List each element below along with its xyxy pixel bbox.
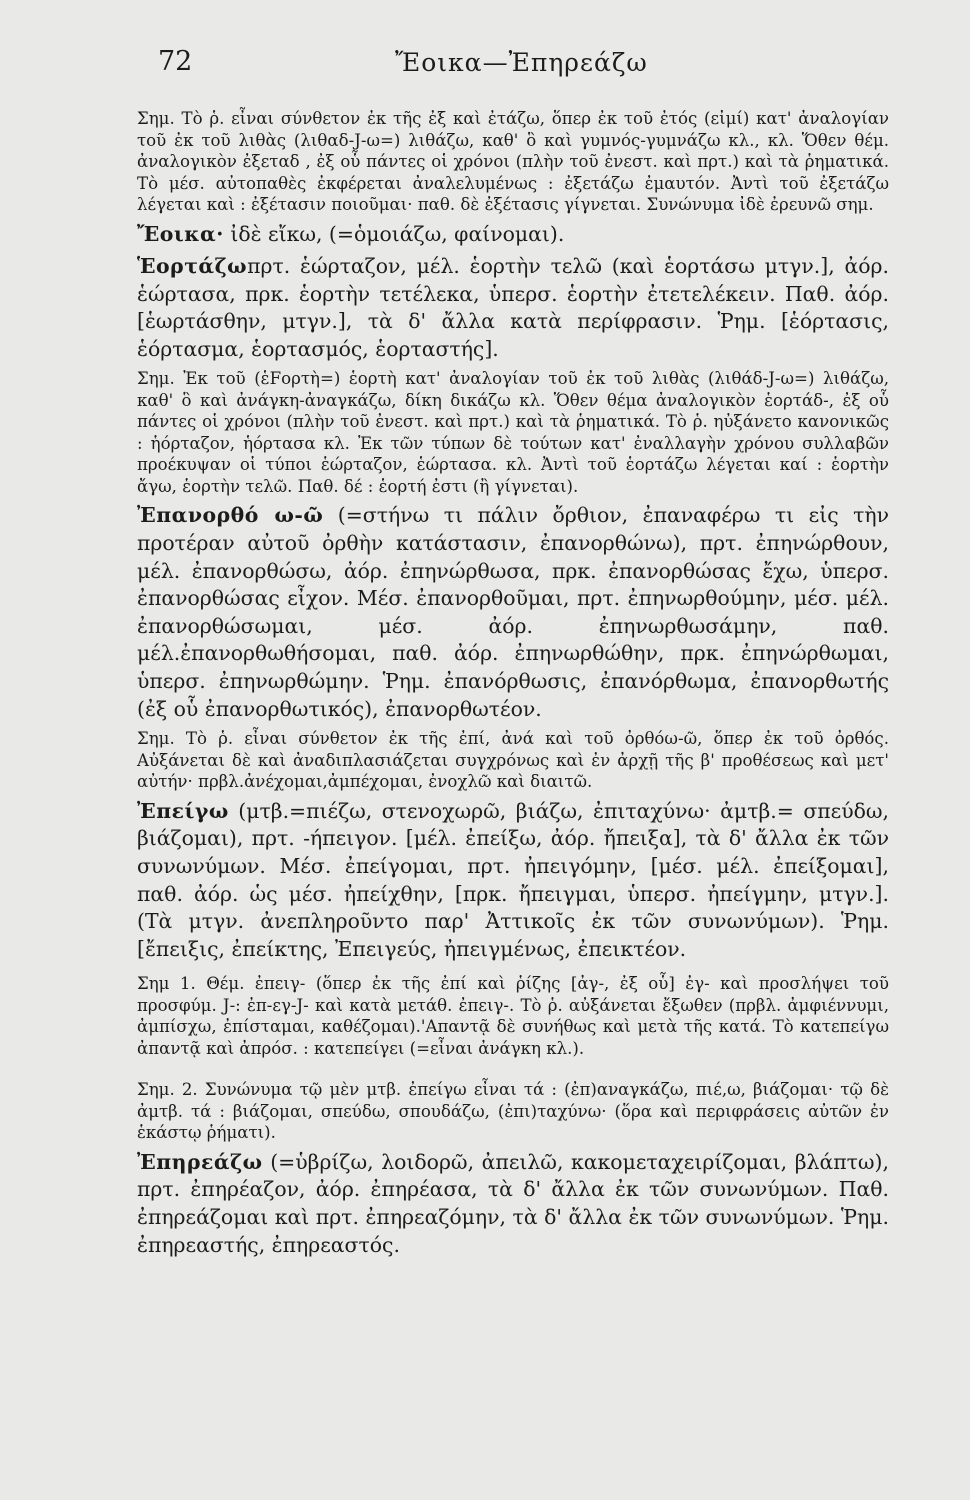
entry-epereazo bbox=[137, 1149, 889, 1259]
entry-text: (μτβ.=πιέζω, στενοχωρῶ, βιάζω, ἐπιταχύνω· ἀμτβ.= σπεύδω, βιάζομαι), πρτ. -ήπειγον. [μέλ. ἐπείξω, ἀόρ. ἤπειξα], τὰ δ' ἄλλα ἐκ τῶν συνωνύμων. Μέσ. ἐπείγομαι, πρτ. ἠπειγόμην, [μέσ. μέλ. ἐπείξομαι], παθ. ἀόρ. ὡς μέσ. ἠπείχθην, [πρκ. ἤπειγμαι, ὑπερσ. ἠπείγμην, μτγν.]. (Τὰ μτγν. ἀνεπληροῦντο παρ' Ἀττικοῖς ἐκ τῶν συνωνύμων). Ῥημ. [ἔπειξις, ἐπείκτης, Ἐπειγεύς, ἠπειγμένως, ἐπεικτέον. bbox=[137, 798, 889, 961]
headword: Ἐπείγω bbox=[137, 798, 229, 823]
running-head: Ἔοικα—Ἐπηρεάζω bbox=[395, 48, 648, 77]
headword: Ἐπηρεάζω bbox=[137, 1149, 263, 1174]
entry-eortazo bbox=[137, 253, 889, 363]
entry-eoika bbox=[137, 221, 889, 249]
note-exetazo: Σημ. Τὸ ῥ. εἶναι σύνθετον ἐκ τῆς ἐξ καὶ ἐτάζω, ὅπερ ἐκ τοῦ ἐτός (εἰμί) κατ' ἀναλογίαν τοῦ ἐκ τοῦ λιθὰς (λιθαδ-J-ω=) λιθάζω, καθ' ὃ καὶ γυμνός-γυμνάζω κλ., κλ. Ὅθεν θέμ. ἀναλογικὸν ἐξεταδ , ἐξ οὗ πάντες οἱ χρόνοι (πλὴν τοῦ ἐνεστ. καὶ πρτ.) καὶ τὰ ῥηματικά. Τὸ μέσ. αὐτοπαθὲς ἐκφέρεται ἀναλελυμένως : ἐξετάζω ἐμαυτόν. Ἀντὶ τοῦ ἐξετάζω λέγεται καὶ : ἐξέτασιν ποιοῦμαι· παθ. δὲ ἐξέτασις γίγνεται. Συνώνυμα ἰδὲ ἐρευνῶ σημ. bbox=[137, 109, 889, 214]
entry-epeigo bbox=[137, 798, 889, 964]
entry-text: (=στήνω τι πάλιν ὄρθιον, ἐπαναφέρω τι εἰς τὴν προτέραν αὐτοῦ ὀρθὴν κατάστασιν, ἐπανορθώνω), πρτ. ἐπηνώρθουν, μέλ. ἐπανορθώσω, ἀόρ. ἐπηνώρθωσα, πρκ. ἐπανορθώσας ἔχω, ὑπερσ. ἐπανορθώσας εἶχον. Μέσ. ἐπανορθοῦμαι, πρτ. ἐπηνωρθούμην, μέσ. μέλ. ἐπανορθώσωμαι, μέσ. ἀόρ. ἐπηνωρθωσάμην, παθ. μέλ.ἐπανορθωθήσομαι, παθ. ἀόρ. ἐπηνωρθώθην, πρκ. ἐπηνώρθωμαι, ὑπερσ. ἐπηνωρθώμην. Ῥημ. ἐπανόρθωσις, ἐπανόρθωμα, ἐπανορθωτής (ἐξ οὗ ἐπανορθωτικός), ἐπανορθωτέον. bbox=[137, 503, 889, 721]
note-epeigo-1: Σημ 1. Θέμ. ἐπειγ- (ὅπερ ἐκ τῆς ἐπί καὶ ῥίζης [ἀγ-, ἐξ οὗ] ἐγ- καὶ προσλήψει τοῦ προσφύμ. J-: ἐπ-εγ-J- καὶ κατὰ μετάθ. ἐπειγ-. Τὸ ῥ. αὐξάνεται ἔξωθεν (πρβλ. ἀμφιέννυμι, ἀμπίσχω, ἐπίσταμαι, καθέζομαι).'Απαντᾷ δὲ συνήθως καὶ μετὰ τῆς κατά. Τὸ κατεπείγω ἀπαντᾷ καὶ ἀπρόσ. : κατεπείγει (=εἶναι ἀνάγκη κλ.). bbox=[137, 974, 889, 1058]
page-header bbox=[0, 46, 970, 86]
entry-text: ἰδὲ εἴκω, (=ὁμοιάζω, φαίνομαι). bbox=[223, 221, 565, 246]
entry-text: πρτ. ἑώρταζον, μέλ. ἑορτὴν τελῶ (καὶ ἑορτάσω μτγν.], ἀόρ. ἑώρτασα, πρκ. ἑορτὴν τετέλεκα, ὑπερσ. ἑορτὴν ἐτετελέκειν. Παθ. ἀόρ. [ἑωρτάσθην, μτγν.], τὰ δ' ἄλλα κατὰ περίφρασιν. Ῥημ. [ἑόρτασις, ἑόρτασμα, ἑορτασμός, ἑορταστής]. bbox=[137, 254, 889, 361]
note-eortazo: Σημ. Ἐκ τοῦ (ἑFορτὴ=) ἑορτὴ κατ' ἀναλογίαν τοῦ ἐκ τοῦ λιθὰς (λιθάδ-J-ω=) λιθάζω, καθ' ὃ καὶ ἀνάγκη-ἀναγκάζω, δίκη δικάζω κλ. Ὅθεν θέμα ἀναλογικὸν ἑορτάδ-, ἐξ οὗ πάντες οἱ χρόνοι (πλὴν τοῦ ἐνεστ. καὶ πρτ.) καὶ τὰ ῥηματικά. Τὸ ῥ. ηὐξάνετο κανονικῶς : ἡόρταζον, ἡόρτασα κλ. Ἐκ τῶν τύπων δὲ τούτων κατ' ἐναλλαγὴν χρόνου συλλαβῶν προέκυψαν οἱ τύποι ἑώρταζον, ἑώρτασα. κλ. Ἀντὶ τοῦ ἑορτάζω λέγεται καί : ἑορτὴν ἄγω, ἑορτὴν τελῶ. Παθ. δέ : ἑορτή ἐστι (ἢ γίγνεται). bbox=[137, 369, 889, 496]
note-epanorthoo: Σημ. Τὸ ῥ. εἶναι σύνθετον ἐκ τῆς ἐπί, ἀνά καὶ τοῦ ὀρθόω-ῶ, ὅπερ ἐκ τοῦ ὀρθός. Αὐξάνεται δὲ καὶ ἀναδιπλασιάζεται συγχρόνως καὶ ἐν ἀρχῇ τῆς β' προθέσεως καὶ μετ' αὐτήν· πρβλ.ἀνέχομαι,ἀμπέχομαι, ἐνοχλῶ καὶ διαιτῶ. bbox=[137, 729, 889, 792]
entry-epanorthoo bbox=[137, 502, 889, 723]
entry-text: (=ὑβρίζω, λοιδορῶ, ἀπειλῶ, κακομεταχειρίζομαι, βλάπτω), πρτ. ἐπηρέαζον, ἀόρ. ἐπηρέασα, τὰ δ' ἄλλα ἐκ τῶν συνωνύμων. Παθ. ἐπηρεάζομαι καὶ πρτ. ἐπηρεαζόμην, τὰ δ' ἄλλα ἐκ τῶν συνωνύμων. Ῥημ. ἐπηρεαστής, ἐπηρεαστός. bbox=[137, 1149, 889, 1257]
headword: Ἔοικα· bbox=[137, 221, 224, 246]
headword: Ἑορτάζω bbox=[137, 254, 248, 279]
headword: Ἐπανορθό ω-ῶ bbox=[137, 503, 324, 528]
page-number: 72 bbox=[158, 46, 193, 77]
note-epeigo-2: Σημ. 2. Συνώνυμα τῷ μὲν μτβ. ἐπείγω εἶναι τά : (ἐπ)αναγκάζω, πιέ,ω, βιάζομαι· τῷ δὲ ἀμτβ. τά : βιάζομαι, σπεύδω, σπουδάζω, (ἐπι)ταχύνω· (ὅρα καὶ περιφράσεις αὐτῶν ἐν ἑκάστῳ ῥήματι). bbox=[137, 1080, 889, 1143]
page-body bbox=[137, 108, 889, 1259]
